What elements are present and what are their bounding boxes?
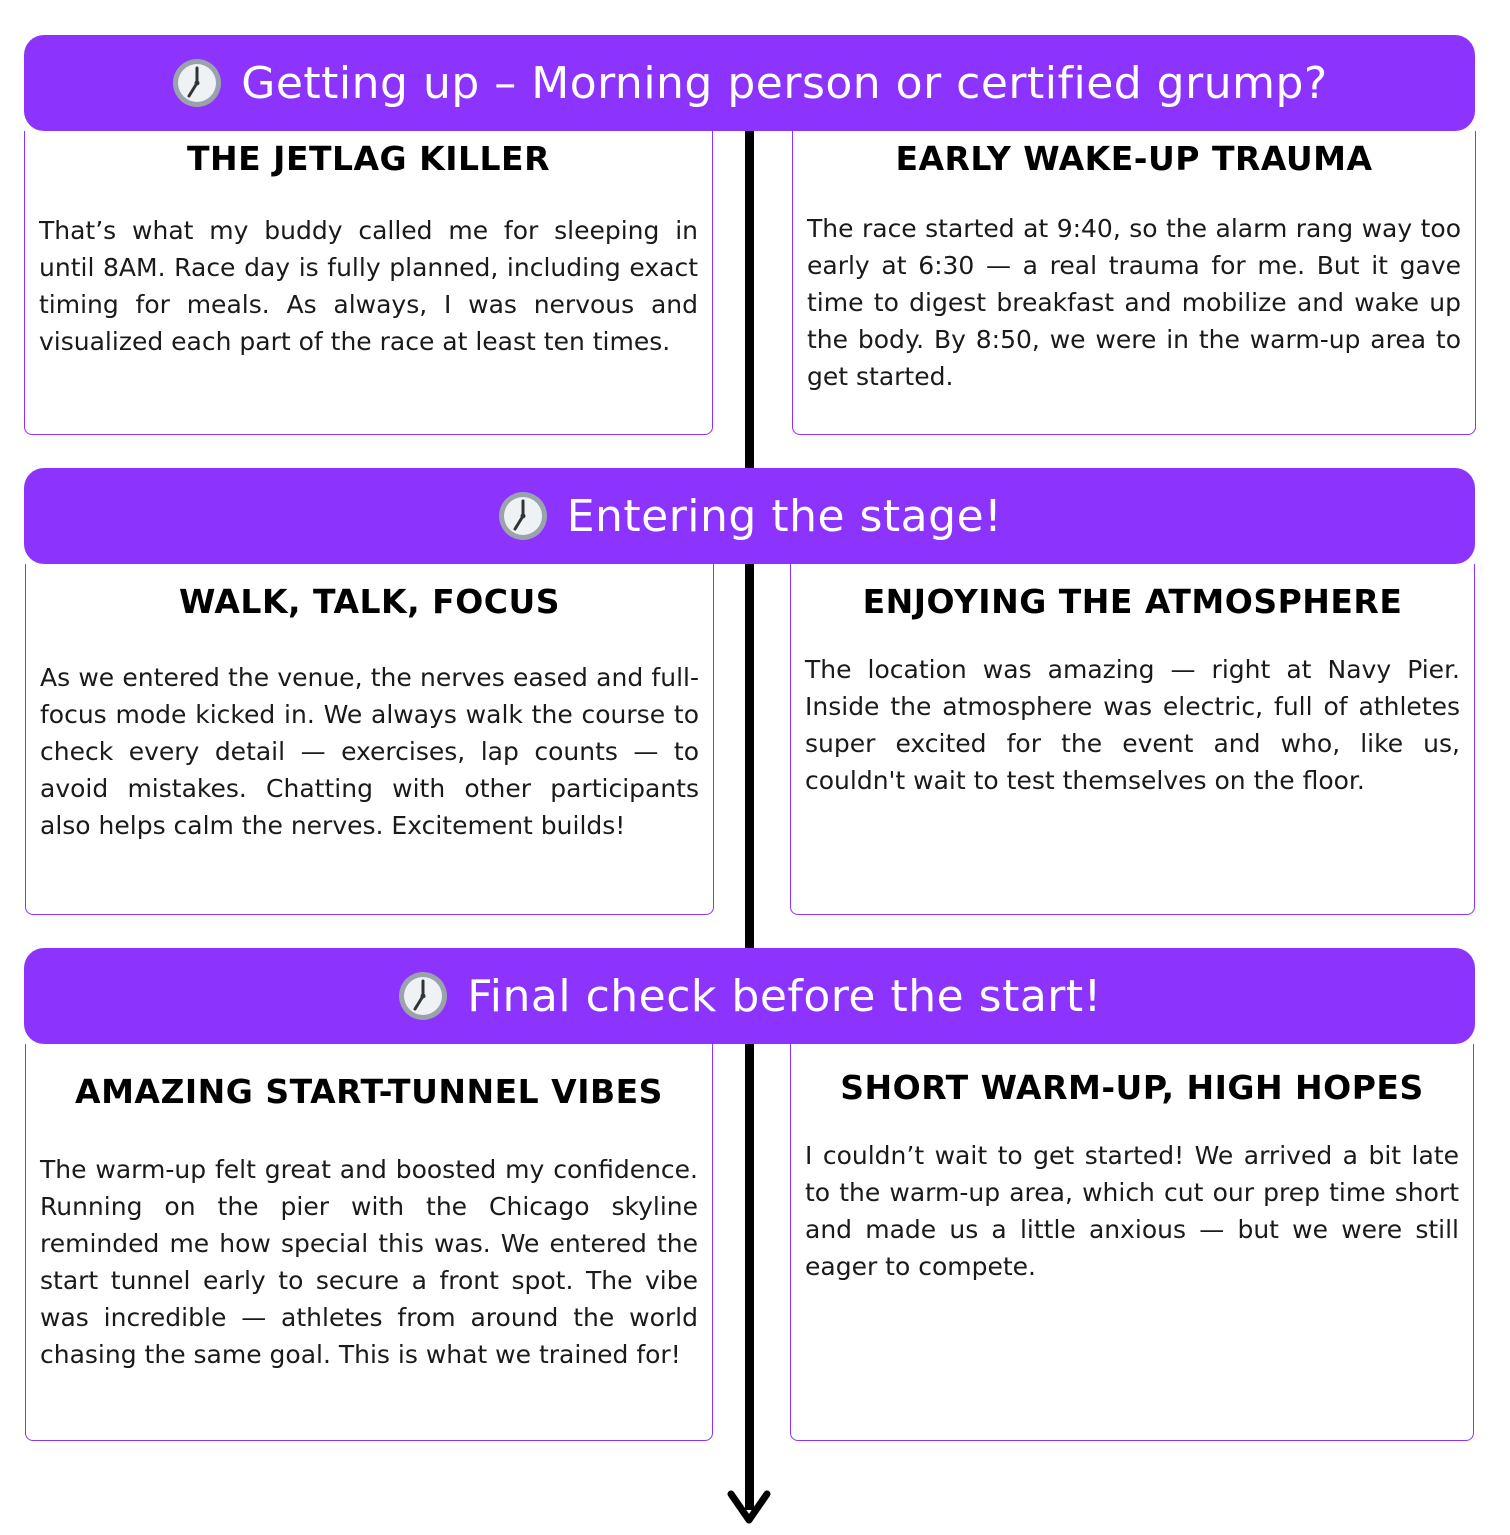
card-body: As we entered the venue, the nerves eased and full-focus mode kicked in. We always walk the course to check every detail — exercises, lap counts — to avoid mistakes. Chatting with other participants also helps calm the nerves. Excitement builds!	[40, 663, 699, 840]
section-header-getting-up	[24, 35, 1475, 131]
section-title: Final check before the start!	[467, 970, 1102, 1022]
card-jetlag-killer	[24, 131, 713, 435]
section-title: Entering the stage!	[566, 490, 1003, 542]
card-enjoying-atmosphere	[790, 564, 1475, 915]
card-short-warm-up	[790, 1044, 1474, 1441]
section-header-final-check	[24, 948, 1475, 1044]
card-walk-talk-focus	[25, 564, 714, 915]
card-heading: ENJOYING THE ATMOSPHERE	[862, 582, 1403, 621]
card-body: That’s what my buddy called me for sleeping in until 8AM. Race day is fully planned, including exact timing for meals. As always, I was nervous and visualized each part of the race at least ten times.	[39, 216, 698, 356]
clock-icon	[171, 57, 223, 109]
card-body: The location was amazing — right at Navy Pier. Inside the atmosphere was electric, full of athletes super excited for the event and who, like us, couldn't wait to test themselves on the floor.	[805, 655, 1460, 795]
card-body: The warm-up felt great and boosted my confidence. Running on the pier with the Chicago skyline reminded me how special this was. We entered the start tunnel early to secure a front spot. The vibe was incredible — athletes from around the world chasing the same goal. This is what we trained for!	[40, 1155, 698, 1369]
section-header-entering-stage	[24, 468, 1475, 564]
card-heading: WALK, TALK, FOCUS	[178, 582, 561, 621]
timeline-line	[745, 130, 754, 1510]
card-early-wake-up-trauma	[792, 131, 1476, 435]
section-title: Getting up – Morning person or certified grump?	[241, 57, 1328, 109]
card-heading: THE JETLAG KILLER	[187, 139, 550, 178]
card-body: The race started at 9:40, so the alarm rang way too early at 6:30 — a real trauma for me. But it gave time to digest breakfast and mobilize and wake up the body. By 8:50, we were in the warm-up area to get started.	[807, 214, 1461, 391]
clock-icon	[497, 490, 549, 542]
card-heading: SHORT WARM-UP, HIGH HOPES	[840, 1068, 1424, 1107]
arrow-down-icon	[727, 1486, 771, 1526]
clock-icon	[397, 970, 449, 1022]
card-body: I couldn’t wait to get started! We arrived a bit late to the warm-up area, which cut our prep time short and made us a little anxious — but we were still eager to compete.	[805, 1141, 1459, 1281]
card-heading: AMAZING START-TUNNEL VIBES	[75, 1072, 663, 1111]
card-heading: EARLY WAKE-UP TRAUMA	[895, 139, 1373, 178]
card-start-tunnel-vibes	[25, 1044, 713, 1441]
